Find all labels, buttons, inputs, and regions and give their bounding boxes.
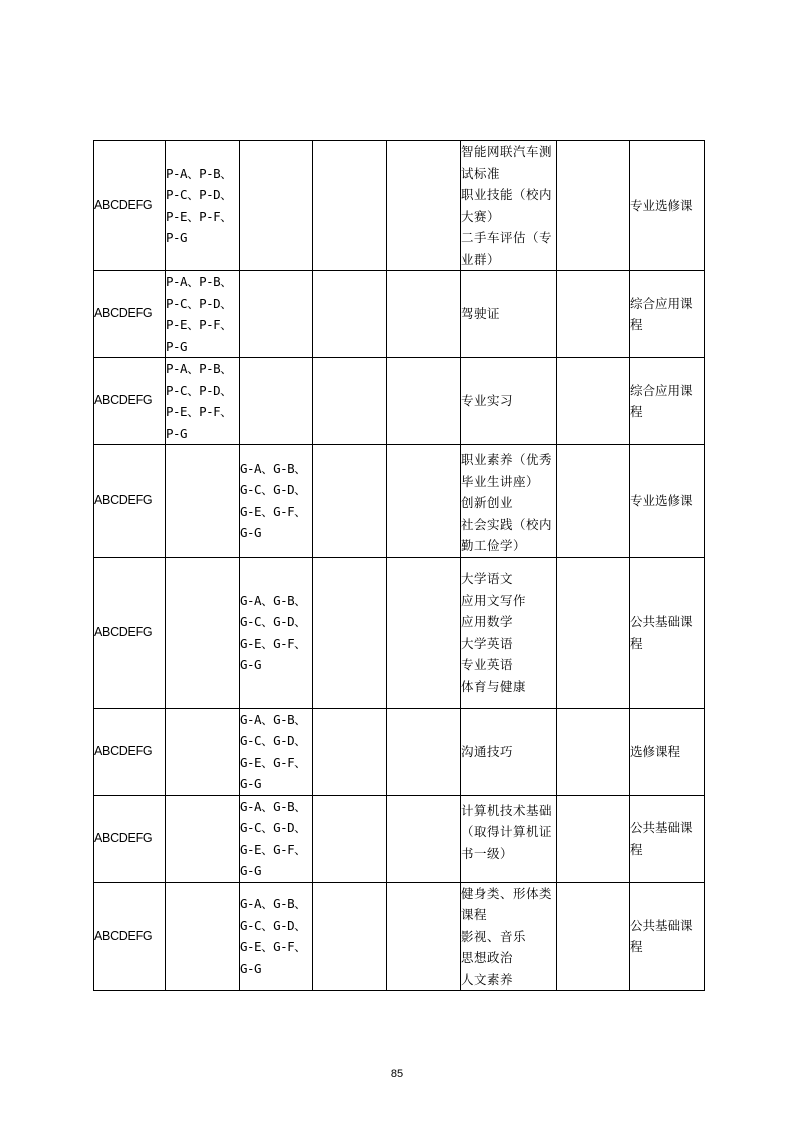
code-cell: ABCDEFG xyxy=(94,141,166,271)
code-cell: ABCDEFG xyxy=(94,557,166,708)
empty-cell xyxy=(387,882,461,991)
course-name: 智能网联汽车测试标准 xyxy=(461,144,553,181)
empty-cell xyxy=(557,882,630,991)
course-name: 创新创业 xyxy=(461,495,514,510)
p-outcome-line: P-C、P-D、 xyxy=(166,382,233,398)
p-outcome-line: P-A、P-B、 xyxy=(166,361,233,376)
empty-cell xyxy=(313,445,387,558)
course-type-cell: 综合应用课程 xyxy=(630,271,705,358)
g-outcomes-cell xyxy=(240,271,313,358)
course-name: 专业实习 xyxy=(461,393,514,409)
g-outcomes-cell xyxy=(240,445,313,558)
course-name: 社会实践（校内勤工俭学） xyxy=(461,516,553,553)
empty-cell xyxy=(387,445,461,558)
empty-cell xyxy=(313,358,387,445)
empty-cell xyxy=(313,795,387,882)
course-name: 影视、音乐 xyxy=(461,928,527,944)
g-outcomes-cell xyxy=(240,795,313,882)
code-cell: ABCDEFG xyxy=(94,271,166,358)
g-outcome-line: G-G xyxy=(240,863,262,878)
g-outcomes-cell xyxy=(240,557,313,708)
p-outcomes-cell xyxy=(166,271,240,358)
g-outcomes-cell xyxy=(240,358,313,445)
g-outcome-line: G-G xyxy=(240,657,262,672)
g-outcome-line: G-E、G-F、 xyxy=(240,635,307,651)
course-name: 大学语文 xyxy=(461,571,514,586)
g-outcome-line: G-G xyxy=(240,525,262,541)
p-outcomes-cell xyxy=(166,358,240,445)
p-outcomes-cell xyxy=(166,708,240,795)
g-outcome-line: G-C、G-D、 xyxy=(240,733,307,748)
code-cell: ABCDEFG xyxy=(94,708,166,795)
p-outcome-line: P-G xyxy=(166,425,188,441)
course-name: 二手车评估（专业群） xyxy=(461,230,553,267)
p-outcome-line: P-G xyxy=(166,338,188,354)
table-row xyxy=(94,882,705,991)
p-outcome-line: P-G xyxy=(166,230,188,245)
course-name: 健身类、形体类课程 xyxy=(461,885,553,922)
courses-cell xyxy=(461,708,557,795)
course-type-cell: 公共基础课程 xyxy=(630,882,705,991)
courses-cell xyxy=(461,141,557,271)
g-outcomes-cell xyxy=(240,141,313,271)
empty-cell xyxy=(557,708,630,795)
course-name: 思想政治 xyxy=(461,950,514,965)
empty-cell xyxy=(313,708,387,795)
empty-cell xyxy=(557,795,630,882)
courses-cell xyxy=(461,557,557,708)
course-name: 沟通技巧 xyxy=(461,743,514,759)
empty-cell xyxy=(387,271,461,358)
table-row xyxy=(94,795,705,882)
table-row xyxy=(94,445,705,558)
course-type-cell: 专业选修课 xyxy=(630,445,705,558)
g-outcomes-cell xyxy=(240,708,313,795)
courses-cell xyxy=(461,445,557,558)
courses-cell xyxy=(461,271,557,358)
g-outcome-line: G-A、G-B、 xyxy=(240,798,307,814)
empty-cell xyxy=(313,141,387,271)
empty-cell xyxy=(387,708,461,795)
p-outcome-line: P-A、P-B、 xyxy=(166,165,233,181)
p-outcome-line: P-C、P-D、 xyxy=(166,187,233,202)
empty-cell xyxy=(557,141,630,271)
g-outcome-line: G-E、G-F、 xyxy=(240,754,307,770)
course-name: 应用数学 xyxy=(461,614,514,629)
course-type-cell: 专业选修课 xyxy=(630,141,705,271)
table-row xyxy=(94,557,705,708)
g-outcome-line: G-A、G-B、 xyxy=(240,711,307,727)
code-cell: ABCDEFG xyxy=(94,358,166,445)
g-outcome-line: G-C、G-D、 xyxy=(240,917,307,933)
course-type-cell: 选修课程 xyxy=(630,708,705,795)
g-outcome-line: G-C、G-D、 xyxy=(240,482,307,498)
p-outcome-line: P-C、P-D、 xyxy=(166,295,233,311)
courses-cell xyxy=(461,358,557,445)
empty-cell xyxy=(313,882,387,991)
g-outcome-line: G-E、G-F、 xyxy=(240,841,307,857)
empty-cell xyxy=(387,358,461,445)
p-outcome-line: P-A、P-B、 xyxy=(166,274,233,289)
courses-cell xyxy=(461,882,557,991)
table-row xyxy=(94,358,705,445)
g-outcome-line: G-E、G-F、 xyxy=(240,503,307,519)
course-name: 专业英语 xyxy=(461,657,514,672)
empty-cell xyxy=(387,141,461,271)
course-type-cell: 综合应用课程 xyxy=(630,358,705,445)
code-cell: ABCDEFG xyxy=(94,882,166,991)
table-row xyxy=(94,141,705,271)
empty-cell xyxy=(387,557,461,708)
course-name: 应用文写作 xyxy=(461,592,527,608)
empty-cell xyxy=(387,795,461,882)
p-outcomes-cell xyxy=(166,882,240,991)
p-outcome-line: P-E、P-F、 xyxy=(166,317,233,332)
empty-cell xyxy=(313,557,387,708)
course-name: 体育与健康 xyxy=(461,678,527,694)
g-outcome-line: G-A、G-B、 xyxy=(240,592,307,608)
course-name: 大学英语 xyxy=(461,635,514,651)
course-name: 职业素养（优秀毕业生讲座） xyxy=(461,452,553,489)
empty-cell xyxy=(557,445,630,558)
g-outcome-line: G-A、G-B、 xyxy=(240,460,307,476)
p-outcome-line: P-E、P-F、 xyxy=(166,404,233,419)
p-outcomes-cell xyxy=(166,141,240,271)
p-outcome-line: P-E、P-F、 xyxy=(166,208,233,224)
code-cell: ABCDEFG xyxy=(94,445,166,558)
g-outcome-line: G-A、G-B、 xyxy=(240,896,307,912)
g-outcome-line: G-E、G-F、 xyxy=(240,939,307,955)
g-outcome-line: G-G xyxy=(240,776,262,791)
p-outcomes-cell xyxy=(166,557,240,708)
empty-cell xyxy=(557,271,630,358)
course-mapping-table xyxy=(93,140,705,991)
p-outcomes-cell xyxy=(166,795,240,882)
g-outcome-line: G-C、G-D、 xyxy=(240,820,307,835)
course-name: 驾驶证 xyxy=(461,306,501,322)
page-number: 85 xyxy=(390,1068,404,1080)
g-outcome-line: G-C、G-D、 xyxy=(240,614,307,629)
course-name: 计算机技术基础（取得计算机证书一级） xyxy=(461,802,553,861)
table-row xyxy=(94,271,705,358)
empty-cell xyxy=(557,557,630,708)
g-outcomes-cell xyxy=(240,882,313,991)
course-name: 职业技能（校内大赛） xyxy=(461,187,553,224)
empty-cell xyxy=(313,271,387,358)
course-name: 人文素养 xyxy=(461,971,514,987)
table-row xyxy=(94,708,705,795)
courses-cell xyxy=(461,795,557,882)
course-type-cell: 公共基础课程 xyxy=(630,557,705,708)
empty-cell xyxy=(557,358,630,445)
g-outcome-line: G-G xyxy=(240,960,262,976)
course-type-cell: 公共基础课程 xyxy=(630,795,705,882)
p-outcomes-cell xyxy=(166,445,240,558)
code-cell: ABCDEFG xyxy=(94,795,166,882)
